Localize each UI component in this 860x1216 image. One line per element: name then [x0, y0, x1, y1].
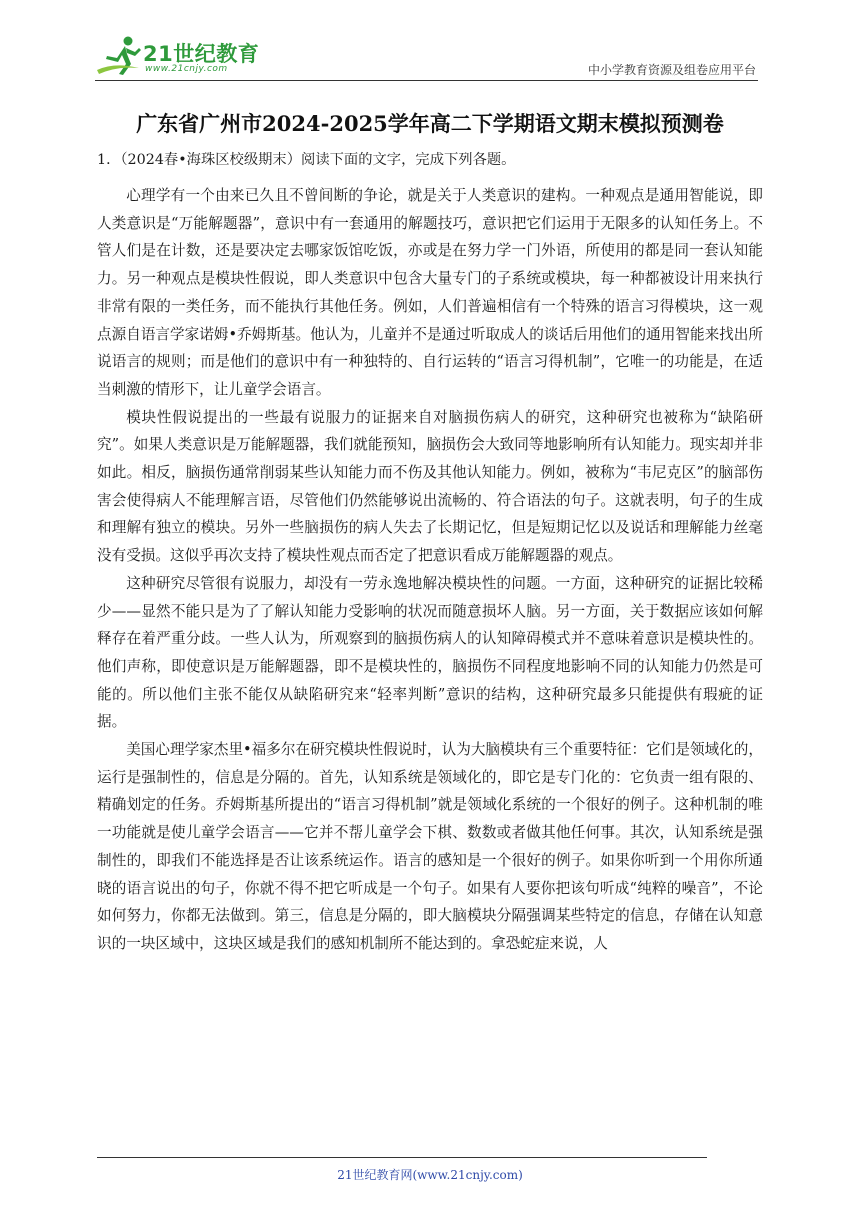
question-stem: 1．（2024春•海珠区校级期末）阅读下面的文字，完成下列各题。: [97, 152, 516, 168]
footer-divider: [97, 1157, 707, 1158]
paragraph: 心理学有一个由来已久且不曾间断的争论，就是关于人类意识的建构。一种观点是通用智能说，即人类意识是“万能解题器”，意识中有一套通用的解题技巧，意识把它们运用于无限多的认知任务上。不管人们是在计数，还是要决定去哪家饭馆吃饭，亦或是在努力学一门外语，所使用的都是同一套认知能力。另一种观点是模块性假说，即人类意识中包含大量专门的子系统或模块，每一种都被设计用来执行非常有限的一类任务，而不能执行其他任务。例如，人们普遍相信有一个特殊的语言习得模块，这一观点源自语言学家诺姆•乔姆斯基。他认为，儿童并不是通过听取成人的谈话后用他们的通用智能来找出所说语言的规则；而是他们的意识中有一种独特的、自行运转的“语言习得机制”，它唯一的功能是，在适当刺激的情形下，让儿童学会语言。: [97, 187, 763, 398]
platform-name: 中小学教育资源及组卷应用平台: [587, 63, 756, 77]
runner-logo-icon: [95, 34, 143, 78]
paragraph: 模块性假说提出的一些最有说服力的证据来自对脑损伤病人的研究，这种研究也被称为“缺陷研究”。如果人类意识是万能解题器，我们就能预知，脑损伤会大致同等地影响所有认知能力。现实却并非如此。相反，脑损伤通常削弱某些认知能力而不伤及其他认知能力。例如，被称为“韦尼克区”的脑部伤害会使得病人不能理解言语，尽管他们仍然能够说出流畅的、符合语法的句子。这就表明，句子的生成和理解有独立的模块。另外一些脑损伤的病人失去了长期记忆，但是短期记忆以及说话和理解能力丝毫没有受损。这似乎再次支持了模块性观点而否定了把意识看成万能解题器的观点。: [97, 408, 763, 565]
paragraph: 美国心理学家杰里•福多尔在研究模块性假说时，认为大脑模块有三个重要特征：它们是领域化的，运行是强制性的，信息是分隔的。首先，认知系统是领域化的，即它是专门化的：它负责一组有限的、精确划定的任务。乔姆斯基所提出的“语言习得机制”就是领域化系统的一个很好的例子。这种机制的唯一功能就是使儿童学会语言——它并不帮儿童学会下棋、数数或者做其他任何事。其次，认知系统是强制性的，即我们不能选择是否让该系统运作。语言的感知是一个很好的例子。如果你听到一个用你所通晓的语言说出的句子，你就不得不把它听成是一个句子。如果有人要你把该句听成“纯粹的噪音”，不论如何努力，你都无法做到。第三，信息是分隔的，即大脑模块分隔强调某些特定的信息，存储在认知意识的一块区域中，这块区域是我们的感知机制所不能达到的。拿恐蛇症来说，人: [97, 741, 763, 952]
paragraph: 这种研究尽管很有说服力，却没有一劳永逸地解决模块性的问题。一方面，这种研究的证据比较稀少——显然不能只是为了了解认知能力受影响的状况而随意损坏人脑。另一方面，关于数据应该如何解释存在着严重分歧。一些人认为，所观察到的脑损伤病人的认知障碍模式并不意味着意识是模块性的。他们声称，即使意识是万能解题器，即不是模块性的，脑损伤不同程度地影响不同的认知能力仍然是可能的。所以他们主张不能仅从缺陷研究来“轻率判断”意识的结构，这种研究最多只能提供有瑕疵的证据。: [97, 574, 763, 731]
page-header: [95, 34, 758, 81]
logo: [95, 34, 265, 78]
logo-text: 21世纪教育: [143, 42, 260, 66]
logo-url: www.21cnjy.com: [145, 64, 228, 74]
page-footer: 21世纪教育网(www.21cnjy.com): [337, 1168, 523, 1182]
page-title: 广东省广州市2024-2025学年高二下学期语文期末模拟预测卷: [136, 111, 724, 136]
reading-passage: [97, 182, 763, 958]
